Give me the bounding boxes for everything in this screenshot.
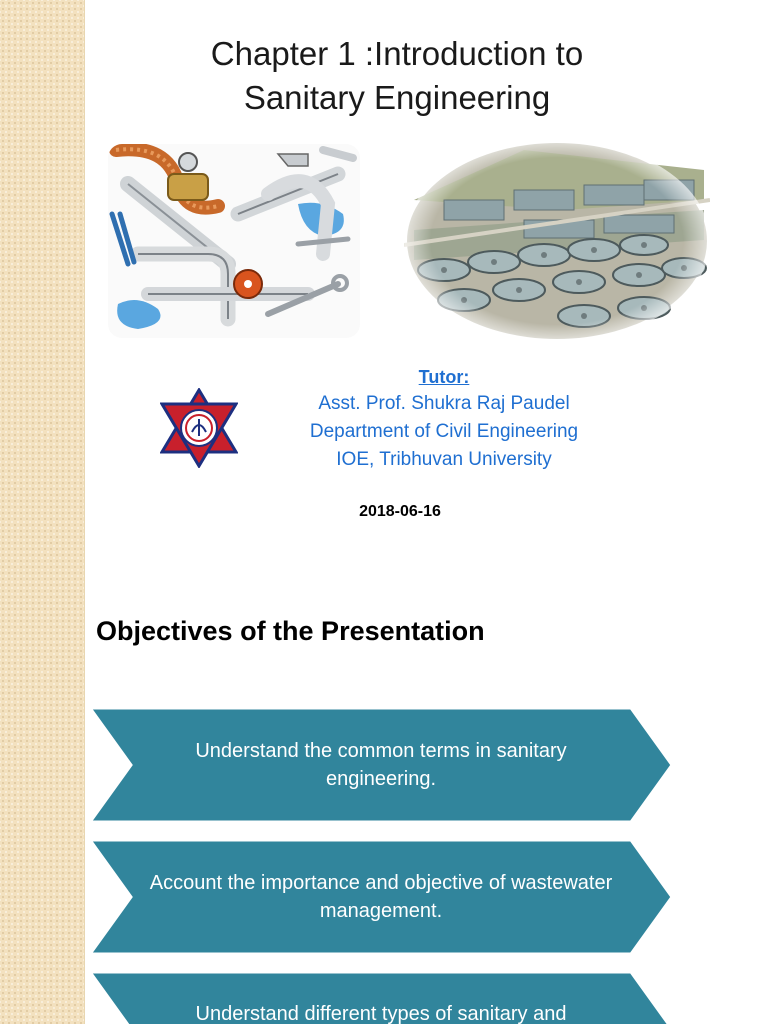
tutor-info [268, 364, 620, 474]
tutor-department: Department of Civil Engineering [309, 421, 579, 442]
plumbing-pipes-image [108, 144, 360, 338]
objective-text-1: Understand the common terms in sanitary engineering. [195, 740, 567, 790]
objective-text-2: Account the importance and objective of wastewater management. [149, 872, 613, 922]
title-line-2: Sanitary Engineering [243, 79, 551, 116]
objective-item-1 [86, 706, 676, 824]
presentation-date: 2018-06-16 [359, 503, 441, 520]
wastewater-plant-image [404, 140, 710, 342]
tutor-institution: IOE, Tribhuvan University [336, 449, 552, 470]
tribhuvan-university-emblem-icon [160, 388, 238, 468]
objectives-heading: Objectives of the Presentation [96, 616, 485, 646]
tutor-name: Asst. Prof. Shukra Raj Paudel [318, 393, 570, 414]
objective-text-3: Understand different types of sanitary and [195, 1003, 567, 1024]
slide-title [100, 32, 694, 120]
tutor-heading: Tutor: [418, 367, 470, 387]
objective-item-2 [86, 838, 676, 956]
title-line-1: Chapter 1 :Introduction to [210, 35, 584, 72]
objective-item-3 [86, 970, 676, 1024]
decorative-sidebar [0, 0, 85, 1024]
